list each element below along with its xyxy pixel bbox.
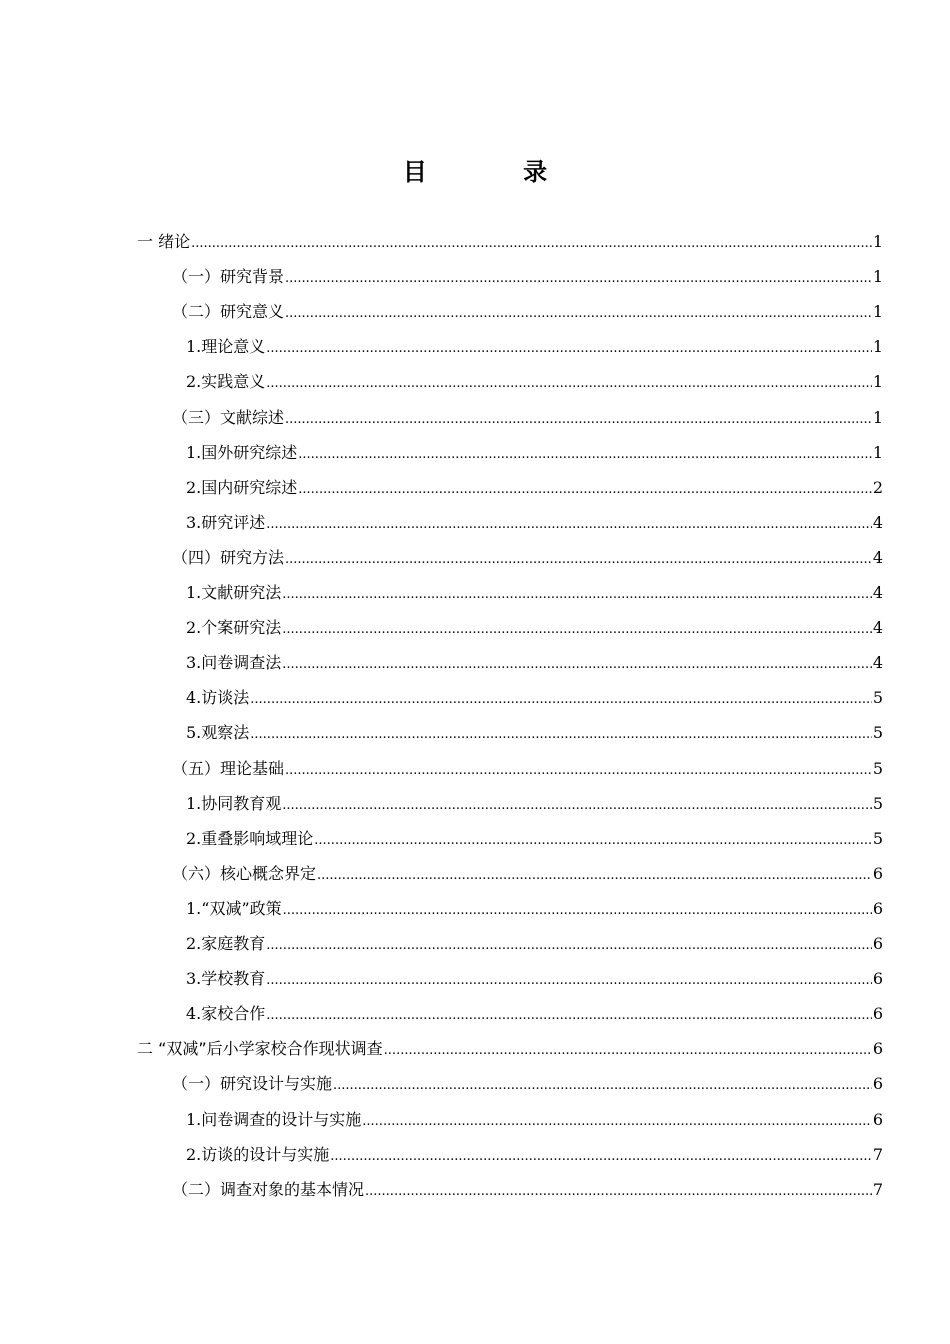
toc-page-number: 4 [872, 653, 883, 673]
toc-entry[interactable] [186, 581, 883, 605]
toc-leader-dots [266, 971, 872, 991]
toc-leader-dots [266, 374, 872, 394]
toc-entry[interactable] [186, 616, 883, 640]
toc-leader-dots [285, 550, 872, 570]
toc-entry-label: （二）研究意义 [172, 302, 285, 322]
toc-page-number: 4 [872, 512, 883, 532]
toc-entry-label: 1.问卷调查的设计与实施 [186, 1109, 362, 1129]
toc-entry-label: 4.访谈法 [186, 688, 250, 708]
toc-leader-dots [333, 1076, 872, 1096]
toc-page-number: 2 [872, 477, 883, 497]
toc-entry[interactable] [186, 370, 883, 394]
toc-page-number: 5 [872, 828, 883, 848]
toc-leader-dots [298, 445, 872, 465]
toc-page-number: 4 [872, 583, 883, 602]
toc-page-number: 1 [872, 267, 883, 287]
toc-leader-dots [285, 304, 872, 324]
toc-page-number: 1 [872, 337, 883, 357]
toc-entry[interactable] [172, 265, 883, 289]
toc-entry-label: （六）核心概念界定 [172, 863, 317, 883]
toc-page-number: 7 [872, 1179, 883, 1199]
toc-entry-label: 二 “双减”后小学家校合作现状调查 [137, 1039, 383, 1059]
toc-page-number: 4 [872, 618, 883, 638]
toc-entry[interactable] [186, 1108, 883, 1132]
toc-entry[interactable] [172, 546, 883, 570]
toc-entry-label: 4.家校合作 [186, 1004, 266, 1024]
toc-entry[interactable] [186, 511, 883, 535]
toc-entry[interactable] [186, 1143, 883, 1167]
toc-leader-dots [285, 761, 872, 781]
toc-page-number: 6 [872, 1004, 883, 1024]
toc-leader-dots [266, 936, 872, 956]
toc-entry[interactable] [186, 441, 883, 465]
toc-page-number: 1 [872, 372, 883, 392]
toc-entry-label: （三）文献综述 [172, 407, 285, 427]
toc-entry-label: 2.个案研究法 [186, 618, 282, 638]
toc-page-number: 7 [872, 1144, 883, 1164]
toc-leader-dots [266, 515, 872, 535]
toc-leader-dots [282, 796, 872, 816]
toc-entry[interactable] [186, 932, 883, 956]
toc-page-number: 5 [872, 688, 883, 708]
toc-leader-dots [282, 585, 872, 605]
toc-entry-label: 1.文献研究法 [186, 583, 282, 602]
toc-entry-label: 1.“双减”政策 [186, 898, 282, 918]
toc-entry-label: （二）调查对象的基本情况 [172, 1179, 365, 1199]
toc-page-number: 1 [872, 302, 883, 322]
toc-entry[interactable] [186, 827, 883, 851]
toc-entry[interactable] [186, 721, 883, 745]
toc-leader-dots [384, 1041, 872, 1061]
toc-entry-label: 3.学校教育 [186, 969, 266, 989]
toc-page-number: 4 [872, 547, 883, 567]
toc-page-number: 5 [872, 723, 883, 743]
toc-title: 目 录 [402, 158, 592, 186]
toc-entry-label: 2.实践意义 [186, 372, 266, 392]
toc-leader-dots [250, 690, 872, 710]
toc-page-number: 6 [872, 1074, 883, 1094]
toc-entry-label: 一 绪论 [137, 232, 191, 251]
toc-entry[interactable] [172, 757, 883, 781]
toc-entry[interactable] [186, 897, 883, 921]
toc-leader-dots [266, 339, 872, 359]
toc-entry-label: （五）理论基础 [172, 758, 285, 778]
toc-entry-label: （四）研究方法 [172, 547, 285, 567]
toc-leader-dots [191, 234, 872, 254]
toc-leader-dots [314, 831, 872, 851]
toc-page-number: 1 [872, 232, 883, 251]
toc-leader-dots [298, 480, 872, 500]
toc-entry[interactable] [186, 476, 883, 500]
toc-entry[interactable] [172, 1178, 883, 1202]
toc-entry[interactable] [172, 406, 883, 430]
toc-page-number: 5 [872, 758, 883, 778]
toc-leader-dots [266, 1006, 872, 1026]
toc-page-number: 1 [872, 407, 883, 427]
toc-page-number: 6 [872, 898, 883, 918]
toc-entry[interactable] [186, 686, 883, 710]
toc-page-number: 6 [872, 934, 883, 953]
toc-entry-label: 1.理论意义 [186, 337, 266, 357]
toc-leader-dots [285, 410, 872, 430]
toc-leader-dots [250, 725, 872, 745]
toc-page-number: 6 [872, 1039, 883, 1059]
toc-leader-dots [282, 620, 872, 640]
toc-entry-label: （一）研究设计与实施 [172, 1074, 333, 1094]
toc-leader-dots [362, 1112, 872, 1132]
toc-page-number: 5 [872, 793, 883, 813]
toc-entry-label: 2.国内研究综述 [186, 477, 298, 497]
toc-entry-label: 3.问卷调查法 [186, 653, 282, 673]
toc-entry-label: 2.重叠影响域理论 [186, 828, 314, 848]
toc-entry-label: （一）研究背景 [172, 267, 285, 287]
toc-entry-label: 5.观察法 [186, 723, 250, 743]
toc-entry[interactable] [186, 967, 883, 991]
toc-entry-label: 2.访谈的设计与实施 [186, 1144, 330, 1164]
toc-page-number: 6 [872, 1109, 883, 1129]
toc-page-number: 1 [872, 442, 883, 462]
toc-entry[interactable] [186, 1002, 883, 1026]
toc-entry[interactable] [186, 335, 883, 359]
toc-leader-dots [317, 866, 872, 886]
toc-entry[interactable] [186, 651, 883, 675]
toc-entry[interactable] [172, 300, 883, 324]
toc-entry-label: 1.协同教育观 [186, 793, 282, 813]
toc-entry[interactable] [186, 792, 883, 816]
toc-entry[interactable] [137, 230, 883, 254]
toc-entry[interactable] [172, 1072, 883, 1096]
toc-entry-label: 2.家庭教育 [186, 934, 266, 953]
toc-leader-dots [365, 1182, 872, 1202]
toc-entry-label: 1.国外研究综述 [186, 442, 298, 462]
toc-page-number: 6 [872, 863, 883, 883]
toc-leader-dots [282, 655, 872, 675]
toc-leader-dots [283, 901, 872, 921]
toc-page-number: 6 [872, 969, 883, 989]
toc-entry[interactable] [137, 1037, 883, 1061]
toc-leader-dots [285, 269, 872, 289]
toc-entry-label: 3.研究评述 [186, 512, 266, 532]
toc-leader-dots [330, 1147, 872, 1167]
toc-entry[interactable] [172, 862, 883, 886]
